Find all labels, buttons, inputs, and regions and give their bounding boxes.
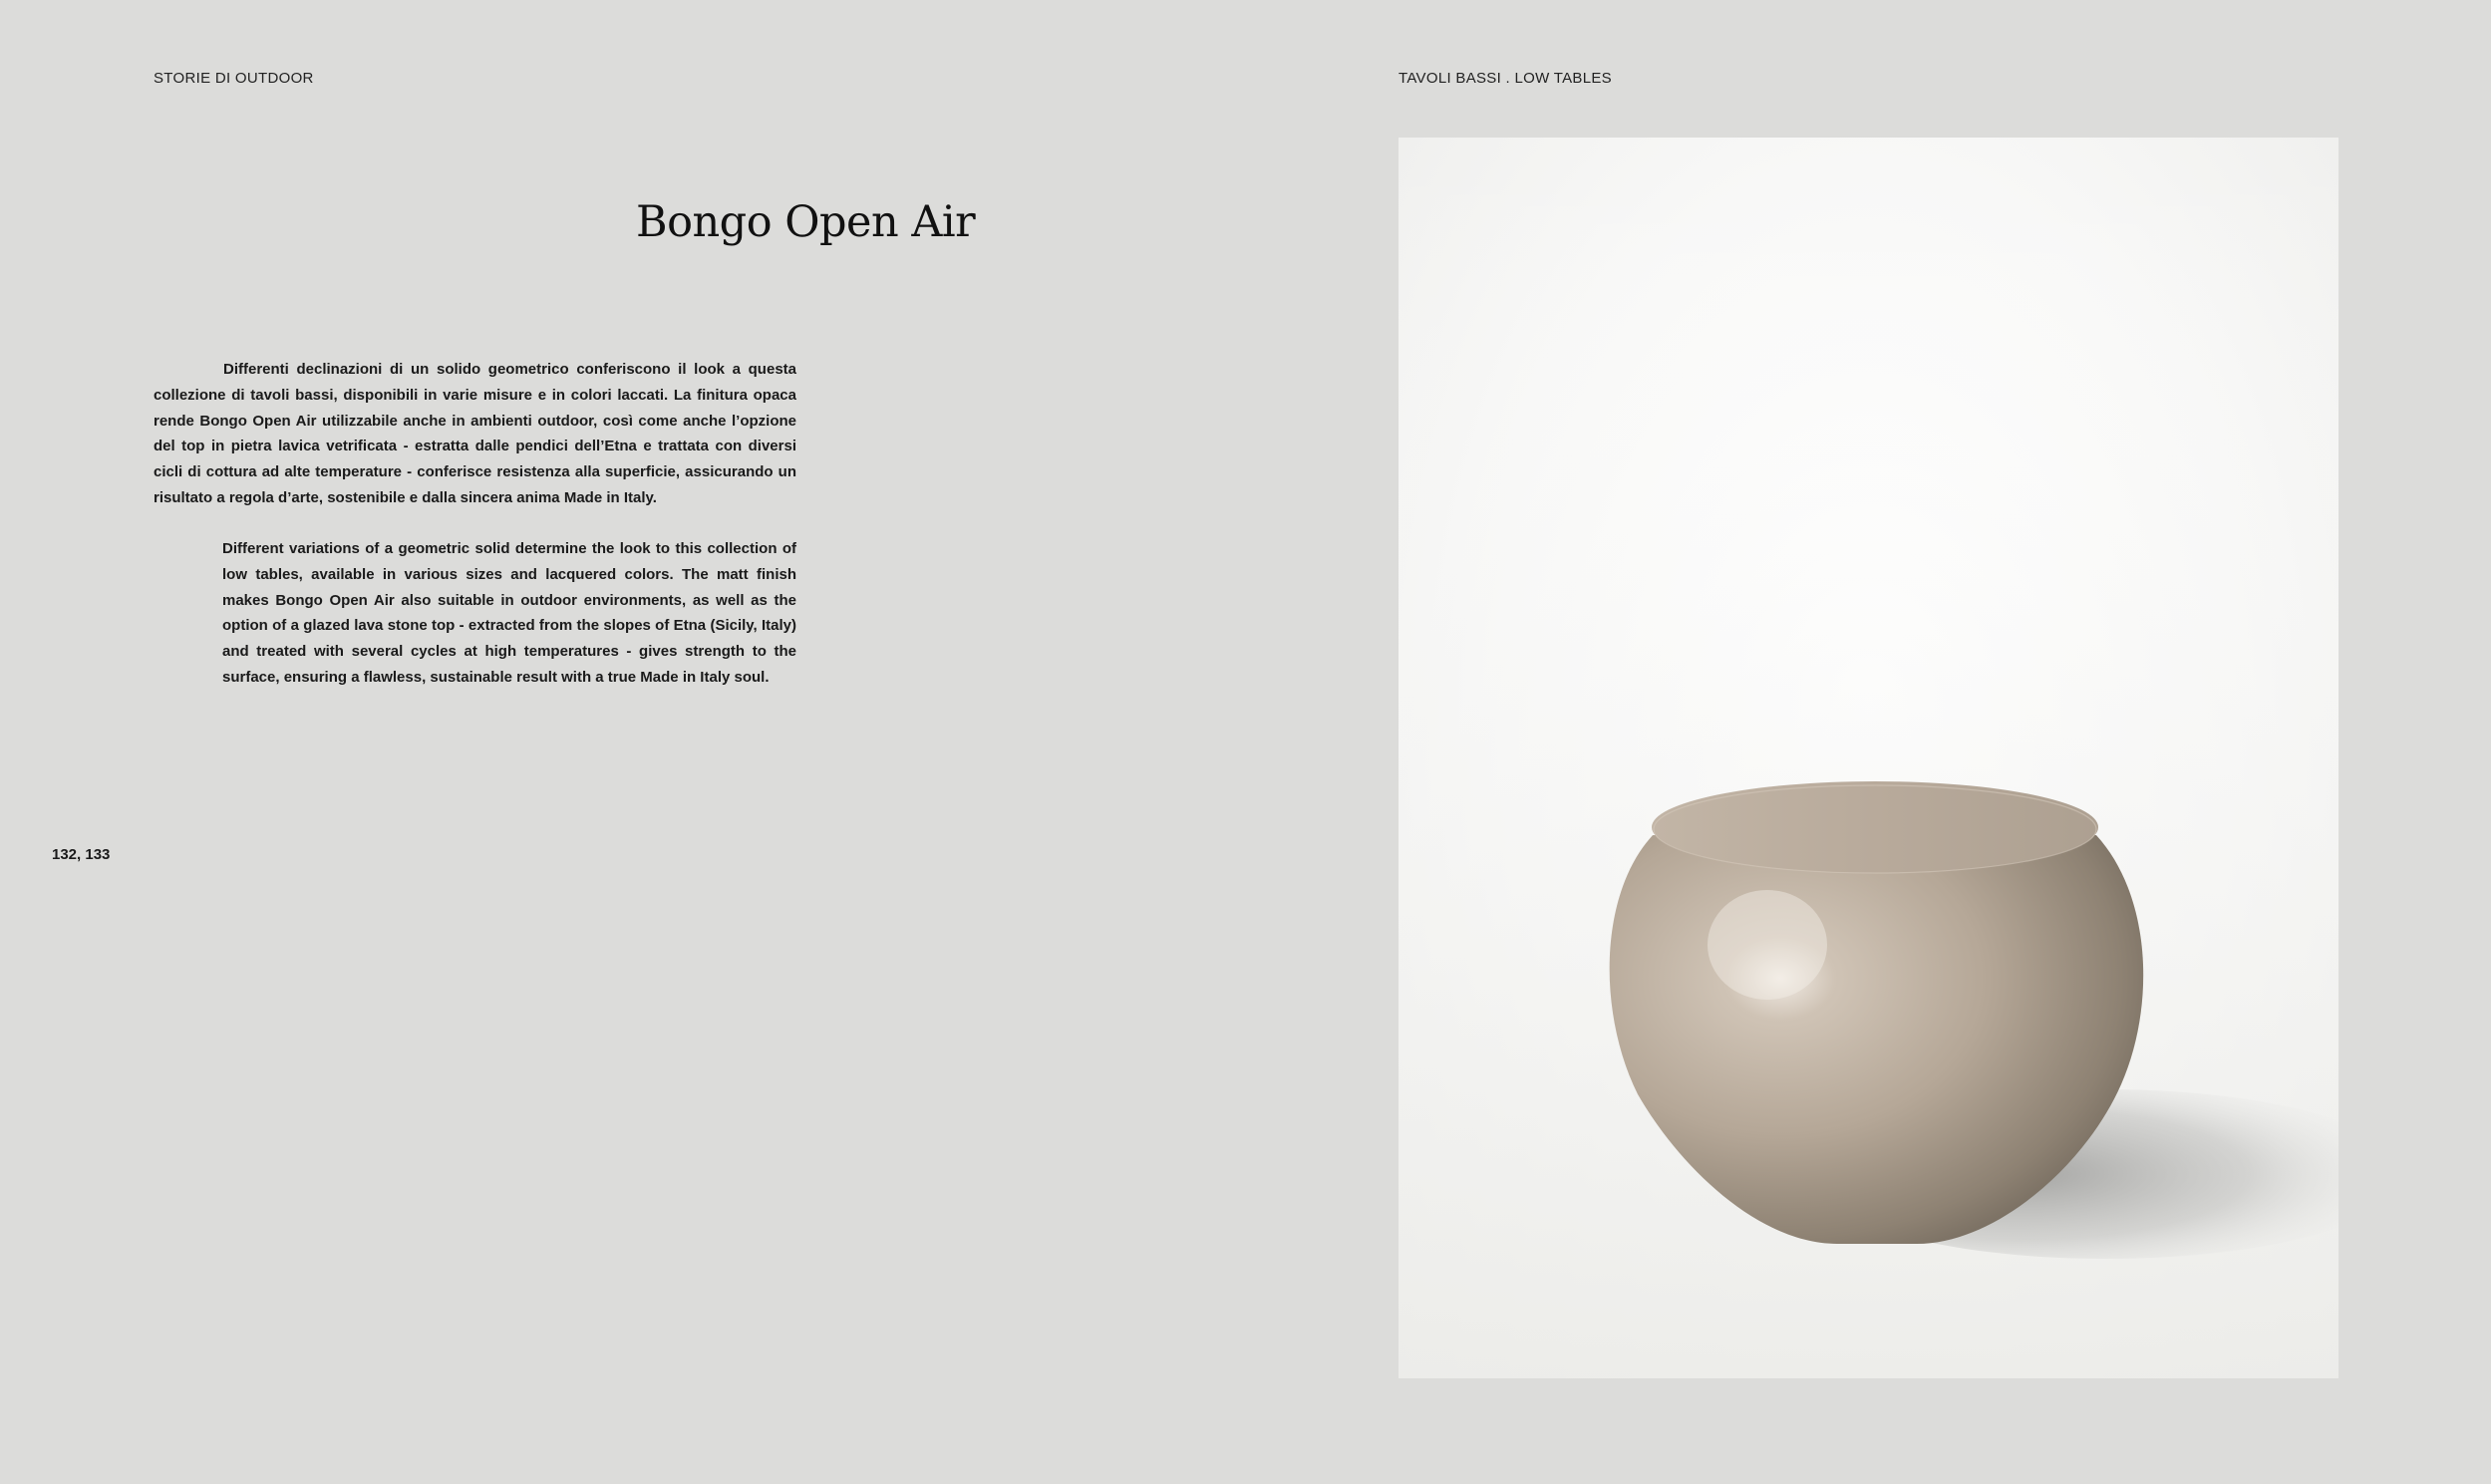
section-label-right: TAVOLI BASSI . LOW TABLES — [1399, 70, 1612, 87]
paragraph-italian: Differenti declinazioni di un solido geometrico conferiscono il look a questa collezione di tavoli bassi, disponibili in varie misure e in colori laccati. La finitura opaca rende Bongo Open Air utilizzabile anche in ambienti outdoor, così come anche l’opzione del top in pietra lavica vetrificata - estratta dalle pendici dell’Etna e trattata con diversi cicli di cottura ad alte temperature - conferisce resistenza alla superficie, assicurando un risultato a regola d’arte, sostenibile e dalla sincera anima Made in Italy. — [154, 361, 796, 506]
paragraph-english: Different variations of a geometric solid determine the look to this collection of low tables, available in various sizes and lacquered colors. The matt finish makes Bongo Open Air also suitable in outdoor environments, as well as the option of a glazed lava stone top - extracted from the slopes of Etna (Sicily, Italy) and treated with several cycles at high temperatures - gives strength to the surface, ensuring a flawless, sustainable result with a true Made in Italy soul. — [222, 540, 796, 686]
low-table-illustration — [1399, 138, 2338, 1378]
section-label-left: STORIE DI OUTDOOR — [154, 70, 314, 87]
table-top — [1652, 781, 2098, 873]
page-title: Bongo Open Air — [636, 197, 976, 247]
page-number: 132, 133 — [52, 846, 111, 863]
product-photo — [1399, 138, 2338, 1378]
table-highlight — [1708, 890, 1827, 1000]
